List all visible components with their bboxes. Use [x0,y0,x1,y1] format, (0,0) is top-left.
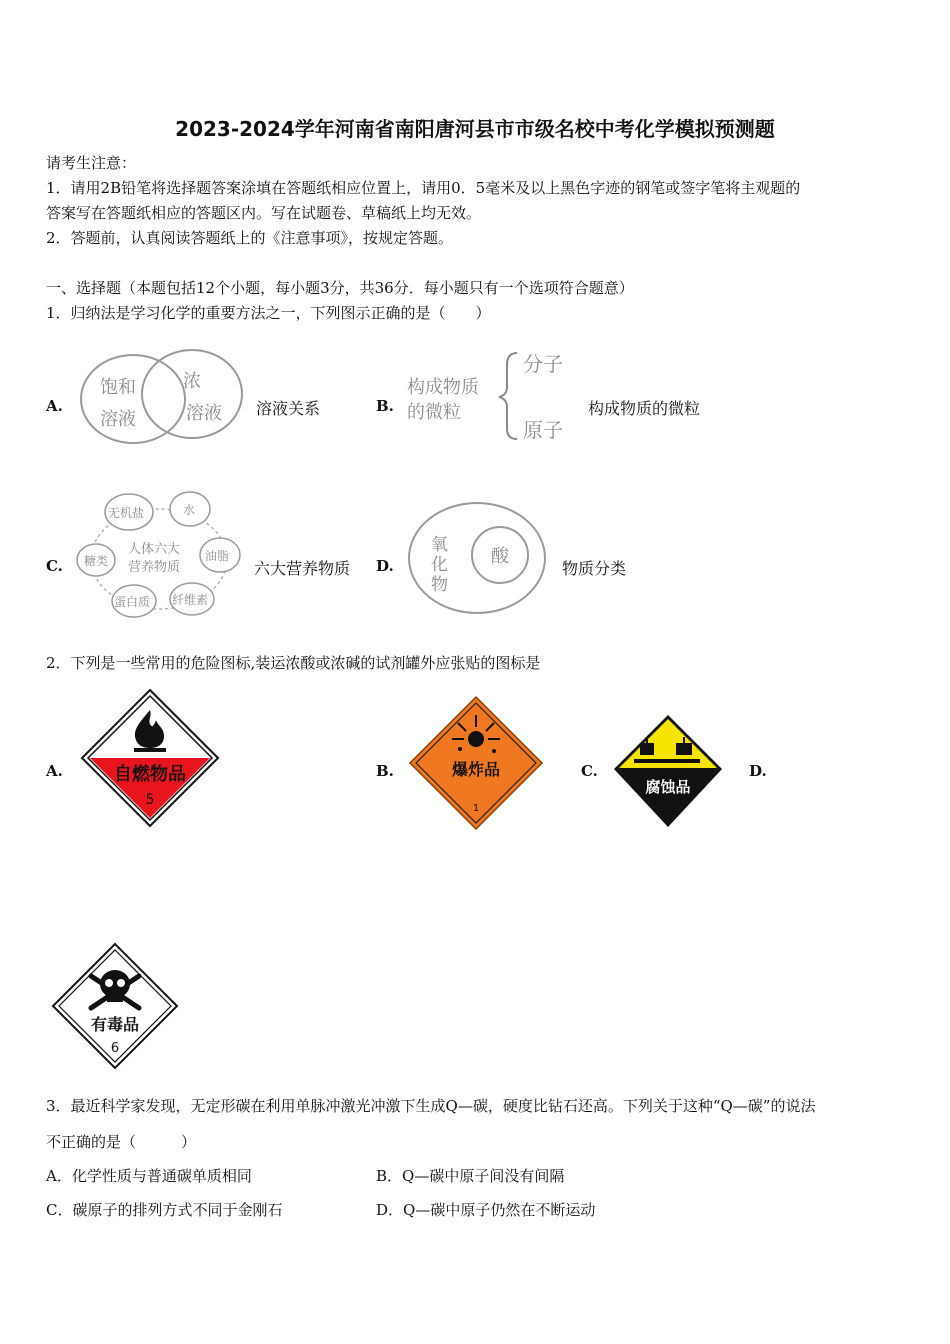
q1-a-caption: 溶液关系 [256,399,321,418]
q1-c-node-minerals [105,494,153,530]
q1-b-brace-diagram [405,345,585,445]
q1-d-outer-2: 化 [431,555,448,575]
q1-c-node-fiber [170,583,214,615]
section-heading: 一、选择题（本题包括12个小题，每小题3分，共36分．每小题只有一个选项符合题意） [46,279,634,297]
q2-a-label: 自燃物品 [114,764,186,785]
q1-c-center-line1: 人体六大 [128,542,181,557]
q1-a-venn-diagram [75,347,250,447]
q1-b-caption: 构成物质的微粒 [588,399,701,418]
q1-a-c1-line1: 饱和 [100,377,136,398]
q1-b-left-line1: 构成物质 [407,377,479,398]
svg-text:无机盐: 无机盐 [108,506,145,520]
q1-stem: 1．归纳法是学习化学的重要方法之一，下列图示正确的是（ ） [46,304,491,322]
q2-c-label: 腐蚀品 [645,778,691,796]
q2-b-label: 爆炸品 [451,760,501,779]
q2-d-toxic-sign [51,942,179,1070]
q1-option-b-letter: B. [376,397,394,415]
q1-d-inner: 酸 [491,546,509,567]
q1-c-nutrient-ring [72,487,247,617]
q1-option-c-letter: C. [46,557,63,575]
q3-option-d: D．Q—碳中原子仍然在不断运动 [376,1201,596,1219]
q1-c-node-sugar [77,544,115,576]
q1-c-node-protein [112,585,156,617]
q2-b-explosive-sign [408,695,544,831]
q2-option-c-letter: C. [581,762,598,780]
q3-stem-line2: 不正确的是（ ） [46,1133,197,1151]
q1-b-top: 分子 [523,352,563,376]
svg-text:蛋白质: 蛋白质 [114,595,151,609]
notice-heading: 请考生注意： [46,154,137,172]
q1-d-outer-1: 氧 [431,535,448,555]
q2-a-num: 5 [145,792,155,808]
q1-d-classification-diagram [405,500,555,620]
q1-b-left-line2: 的微粒 [407,402,461,423]
q2-option-a-letter: A. [46,762,63,780]
q1-option-a-letter: A. [46,397,63,415]
notice-line-1a: 1．请用2B铅笔将选择题答案涂填在答题纸相应位置上，请用0．5毫米及以上黑色字迹的钢笔或签字笔将主观题的 [46,179,801,197]
notice-line-2: 2．答题前，认真阅读答题纸上的《注意事项》，按规定答题。 [46,229,454,247]
q1-c-caption: 六大营养物质 [254,559,351,578]
q2-option-d-letter: D. [749,762,767,780]
q2-a-flammable-sign [80,688,220,828]
q1-a-c2-line2: 溶液 [186,403,222,424]
q1-d-caption: 物质分类 [562,559,627,578]
q1-a-c1-line2: 溶液 [100,409,136,430]
q1-c-node-fat [200,538,240,572]
q2-option-b-letter: B. [376,762,394,780]
q2-d-num: 6 [110,1041,120,1056]
svg-text:糖类: 糖类 [84,554,109,568]
q1-b-bottom: 原子 [523,418,563,442]
page-title: 2023-2024学年河南省南阳唐河县市市级名校中考化学模拟预测题 [175,117,775,141]
q2-d-label: 有毒品 [90,1015,140,1034]
svg-text:水: 水 [183,503,196,517]
q2-c-corrosive-sign [612,713,724,829]
svg-text:纤维素: 纤维素 [172,593,209,607]
q3-stem-line1: 3．最近科学家发现，无定形碳在利用单脉冲激光冲激下生成Q—碳，硬度比钻石还高。下列关于这种“Q—碳”的说法 [46,1097,816,1115]
notice-line-1b: 答案写在答题纸相应的答题区内。写在试题卷、草稿纸上均无效。 [46,204,482,222]
q2-stem: 2．下列是一些常用的危险图标,装运浓酸或浓碱的试剂罐外应张贴的图标是 [46,654,541,672]
q1-c-node-water [170,492,210,526]
q1-option-d-letter: D. [376,557,394,575]
q1-d-outer-3: 物 [431,575,448,595]
q3-option-c: C．碳原子的排列方式不同于金刚石 [46,1201,283,1219]
q2-b-num: 1 [472,803,480,814]
q1-a-c2-line1: 浓 [183,371,201,392]
q3-option-a: A．化学性质与普通碳单质相同 [46,1167,252,1185]
q1-c-center-line2: 营养物质 [128,560,181,575]
svg-text:油脂: 油脂 [205,549,230,563]
q3-option-b: B．Q—碳中原子间没有间隔 [376,1167,565,1185]
